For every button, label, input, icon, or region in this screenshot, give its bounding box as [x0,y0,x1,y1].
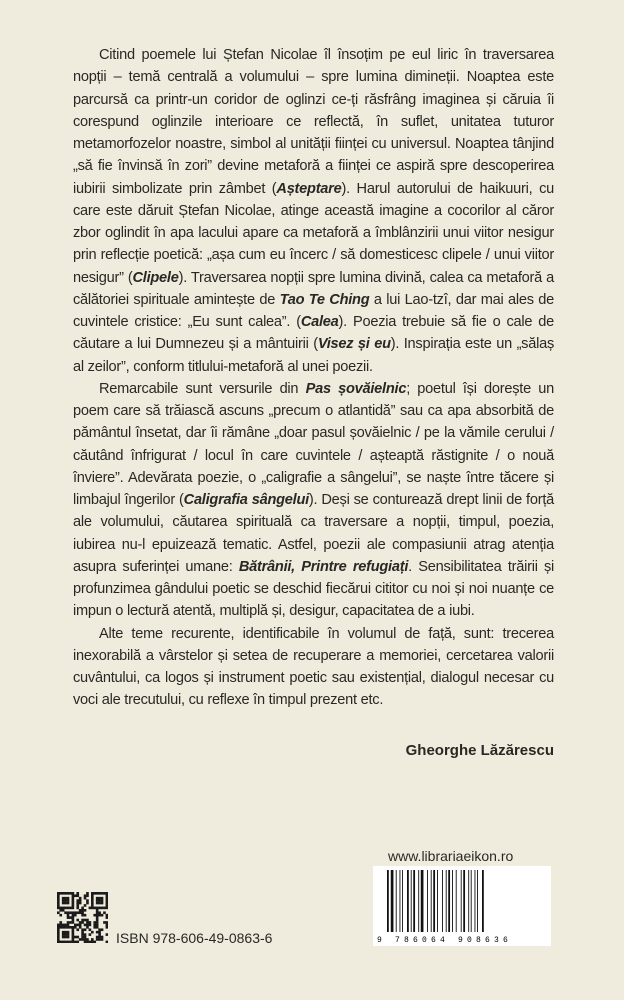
qr-module [106,921,108,924]
barcode-bar [391,870,394,932]
poem-title: Bătrânii, Printre refugiați [238,558,409,575]
text-run: ). Traversarea nopții spre lumina divină, calea ca metaforă a călătoriei spirituale amintește de [73,269,554,308]
qr-module [86,919,89,922]
qr-module [62,941,65,943]
qr-module [89,924,92,927]
qr-module [96,897,99,900]
qr-module [91,938,94,941]
qr-module [62,924,65,927]
qr-module [76,936,79,939]
qr-module [76,928,79,931]
qr-module [96,919,99,922]
barcode-bar [463,870,465,932]
qr-module [72,899,75,902]
qr-module [96,914,99,917]
qr-module [76,911,79,914]
barcode-bars [373,866,551,946]
qr-module [67,902,70,905]
publisher-website: www.librariaeikon.ro [388,848,514,864]
text-run: ). Harul autorului de haikuuri, cu care este dăruit Ștefan Nicolae, atinge această imagine a cocorilor al căror zbor oglindit în apa lacului apare ca metaforă a îmblânzirii unui viitor nesigur prin reflecție poetică: „așa cum eu încerc / să domesticesc clipele / unui viitor nesigur” ( [73,180,554,286]
qr-module [84,933,87,936]
qr-module [103,907,106,910]
qr-module [59,914,62,917]
qr-module [81,933,84,936]
qr-module [72,941,75,943]
qr-module [106,897,108,900]
qr-module [62,936,65,939]
paragraph-1 [73,44,554,378]
qr-module [84,909,87,912]
qr-module [57,938,60,941]
qr-module [89,928,92,931]
qr-module [106,916,108,919]
qr-module [91,894,94,897]
qr-module [57,892,60,895]
qr-module [67,926,70,929]
qr-module [106,926,108,929]
poem-title: Așteptare [276,180,342,197]
qr-module [67,897,70,900]
qr-module [57,924,60,927]
qr-module [81,931,84,934]
barcode-digits: 9 786064 908636 [377,936,513,945]
qr-module [79,938,82,941]
qr-module [72,926,75,929]
qr-module [106,914,108,917]
barcode-bar [452,870,453,932]
barcode-bar [431,870,432,932]
qr-module [106,902,108,905]
qr-module [67,911,70,914]
qr-module [91,902,94,905]
qr-module [57,931,60,934]
barcode-bar [482,870,484,932]
qr-module [62,931,65,934]
qr-module [98,902,101,905]
qr-module [64,924,67,927]
qr-module [64,933,67,936]
qr-module [86,921,89,924]
qr-module [62,907,65,910]
qr-module [101,902,104,905]
qr-module [103,921,106,924]
qr-module [67,921,70,924]
author-signature: Gheorghe Lăzărescu [405,742,554,759]
qr-module [76,941,79,943]
qr-module [76,894,79,897]
back-cover-text [73,44,554,712]
qr-module [79,899,82,902]
isbn: ISBN 978-606-49-0863-6 [116,930,273,946]
qr-code [57,892,108,943]
barcode-bar [400,870,401,932]
text-run: ). Poezia trebuie să fie o cale de căutare a lui Dumnezeu și a mântuirii ( [73,314,554,353]
text-run: ; poetul își dorește un poem care să trăiască ascuns „precum o atlantidă” sau ca apa absorbită de pământul însetat, dar îi rămâne „doar pasul șovăielnic / pe la vămile cerului / căutând înfrigurat / locul în care cuvintele / așteaptă răstignite / o nouă înviere”. Adevărata poezie, o „caligrafie a sângelui”, se naște între tăcere și limbajul îngerilor ( [73,380,554,508]
qr-module [57,941,60,943]
qr-module [84,897,87,900]
qr-module [57,899,60,902]
qr-module [76,899,79,902]
qr-module [81,914,84,917]
barcode-bar [456,870,457,932]
qr-module [72,897,75,900]
qr-module [84,914,87,917]
qr-module [69,926,72,929]
qr-module [91,904,94,907]
qr-module [91,941,94,943]
qr-module [62,899,65,902]
qr-module [76,919,79,922]
barcode-bar [407,870,409,932]
barcode-bar [448,870,450,932]
barcode [373,866,551,946]
barcode-bar [411,870,412,932]
qr-module [64,902,67,905]
qr-module [76,902,79,905]
qr-module [106,907,108,910]
qr-module [59,941,62,943]
qr-module [72,911,75,914]
qr-module [64,926,67,929]
qr-module [98,933,101,936]
qr-module [106,941,108,943]
qr-module [98,936,101,939]
qr-module [76,892,79,895]
qr-module [59,892,62,895]
qr-module [81,909,84,912]
qr-module [64,911,67,914]
qr-module [74,941,77,943]
text-run: . Sensibilitatea trăirii și profunzimea gândului poetic se deschid fiecărui cititor cu noi și noi nuanțe ce impun o lectură atentă, multiplă și, desigur, capacitatea de a iubi. [73,558,555,620]
qr-module [72,938,75,941]
qr-module [98,928,101,931]
qr-module [69,907,72,910]
qr-module [106,899,108,902]
qr-module [64,907,67,910]
text-run: ). Deși se conturează drept linii de forță ale volumului, căutarea spirituală ca traversare a nopții, timpul, poezia, iubirea nu-l epuizează tematic. Astfel, poezii ale compasiunii atrag atenția asupra suferinței umane: [73,492,555,575]
qr-module [93,941,96,943]
qr-module [64,931,67,934]
qr-module [79,911,82,914]
qr-module [106,904,108,907]
text-run: a lui Lao-tzî, dar mai ales de cuvintele cristice: „Eu sunt calea”. ( [73,291,554,330]
qr-module [74,911,77,914]
barcode-bar [475,870,476,932]
qr-module [96,892,99,895]
qr-module [101,938,104,941]
qr-module [89,933,92,936]
qr-module [57,926,60,929]
barcode-bar [387,870,389,932]
qr-module [72,902,75,905]
qr-module [72,904,75,907]
qr-module [86,899,89,902]
qr-module [69,916,72,919]
qr-module [93,921,96,924]
qr-module [72,933,75,936]
qr-module [84,928,87,931]
qr-module [79,924,82,927]
qr-module [98,907,101,910]
text-run: Citind poemele lui Ștefan Nicolae îl însoțim pe eul liric în traversarea nopții – temă centrală a volumului – spre lumina dimineții. Noaptea este parcursă ca printr-un coridor de oglinzi ce-ți răsfrâng imaginea și căruia îi corespund oglinzile interioare ce reflectă, în suflet, unitatea tuturor metamorfozelor noastre, simbol al unității ființei cu universul. Noaptea tânjind „să fie învinsă în zori” devine metaforă a ființei ce aspiră spre descoperirea iubirii simbolizate prin zâmbet ( [73,47,554,197]
qr-module [81,907,84,910]
qr-module [72,919,75,922]
qr-module [67,907,70,910]
poem-title: Clipele [132,269,179,286]
qr-module [67,924,70,927]
qr-module [91,899,94,902]
qr-module [98,911,101,914]
qr-module [86,892,89,895]
qr-module [96,938,99,941]
qr-module [62,933,65,936]
qr-code-icon [57,892,108,943]
qr-module [101,897,104,900]
qr-module [59,921,62,924]
qr-module [96,909,99,912]
qr-module [96,926,99,929]
qr-module [76,904,79,907]
text-run: Remarcabile sunt versurile din [99,380,306,397]
qr-module [91,892,94,895]
qr-module [103,892,106,895]
qr-module [101,907,104,910]
qr-module [93,924,96,927]
qr-module [67,931,70,934]
qr-module [84,936,87,939]
text-run: ). Inspirația este un „sălaș al zeilor”, conform titlului-metaforă al unei poezii. [73,336,554,375]
qr-module [74,924,77,927]
qr-module [101,899,104,902]
poem-title: Calea [300,314,339,330]
qr-module [57,897,60,900]
qr-module [96,921,99,924]
qr-module [101,928,104,931]
qr-module [103,911,106,914]
qr-module [91,931,94,934]
qr-module [89,907,92,910]
qr-module [67,916,70,919]
barcode-bar [402,870,403,932]
qr-module [72,921,75,924]
barcode-bar [433,870,435,932]
qr-module [79,902,82,905]
qr-module [98,914,101,917]
qr-module [64,941,67,943]
qr-module [74,926,77,929]
qr-module [79,926,82,929]
qr-module [98,897,101,900]
qr-module [96,911,99,914]
qr-module [98,892,101,895]
qr-module [62,897,65,900]
qr-module [74,936,77,939]
qr-module [93,914,96,917]
qr-module [93,907,96,910]
qr-module [101,914,104,917]
qr-module [101,936,104,939]
barcode-bar [442,870,443,932]
qr-module [106,894,108,897]
barcode-bar [468,870,469,932]
qr-module [57,936,60,939]
qr-module [96,924,99,927]
qr-module [106,924,108,927]
qr-module [72,914,75,917]
qr-module [91,897,94,900]
qr-module [72,916,75,919]
qr-module [57,928,60,931]
qr-module [67,936,70,939]
qr-module [62,926,65,929]
qr-module [67,914,70,917]
poem-title: Visez și eu [317,336,391,353]
qr-module [86,941,89,943]
qr-module [72,892,75,895]
qr-module [98,938,101,941]
qr-module [72,928,75,931]
qr-module [81,919,84,922]
qr-module [57,902,60,905]
paragraph-2 [73,378,554,623]
qr-module [67,899,70,902]
qr-module [84,894,87,897]
qr-module [96,931,99,934]
qr-module [74,914,77,917]
barcode-bar [418,870,419,932]
qr-module [64,899,67,902]
poem-title: Tao Te Ching [279,291,370,308]
poem-title: Caligrafia sângelui [183,492,309,508]
qr-module [98,931,101,934]
qr-module [72,936,75,939]
qr-module [91,907,94,910]
qr-module [81,936,84,939]
qr-module [106,892,108,895]
barcode-bar [471,870,472,932]
qr-module [59,907,62,910]
qr-module [96,899,99,902]
qr-module [62,892,65,895]
qr-module [101,892,104,895]
qr-module [67,941,70,943]
qr-module [89,941,92,943]
qr-module [84,938,87,941]
qr-module [64,936,67,939]
qr-module [79,897,82,900]
barcode-bar [396,870,397,932]
qr-module [86,938,89,941]
qr-module [79,909,82,912]
qr-module [96,902,99,905]
qr-module [93,892,96,895]
qr-module [86,902,89,905]
qr-module [81,911,84,914]
qr-module [64,897,67,900]
qr-module [57,933,60,936]
qr-module [57,894,60,897]
poem-title: Pas șovăielnic [305,380,407,397]
qr-module [57,907,60,910]
qr-module [69,941,72,943]
qr-module [86,926,89,929]
qr-module [84,924,87,927]
barcode-bar [427,870,428,932]
qr-module [93,926,96,929]
barcode-bar [421,870,424,932]
qr-module [57,904,60,907]
barcode-bar [461,870,462,932]
qr-module [84,941,87,943]
qr-module [72,894,75,897]
qr-module [62,909,65,912]
qr-module [86,894,89,897]
qr-module [96,907,99,910]
qr-module [89,921,92,924]
barcode-bar [413,870,415,932]
qr-module [81,921,84,924]
qr-module [69,911,72,914]
barcode-bar [477,870,478,932]
text-run: Alte teme recurente, identificabile în volumul de față, sunt: trecerea inexorabilă a vârstelor și setea de recuperare a memoriei, cercetarea valorii cuvântului, ca logos și instrument poetic sau existențial, dialogul necesar cu voci ale trecutului, cu reflexe în timpul prezent etc. [73,625,554,709]
qr-module [84,904,87,907]
qr-module [96,936,99,939]
qr-module [67,933,70,936]
qr-module [81,938,84,941]
qr-module [59,926,62,929]
qr-module [76,907,79,910]
qr-module [72,907,75,910]
qr-module [74,894,77,897]
barcode-bar [446,870,447,932]
qr-module [59,924,62,927]
paragraph-3 [73,623,554,712]
qr-module [81,928,84,931]
qr-module [79,921,82,924]
barcode-bar [437,870,438,932]
qr-module [64,892,67,895]
qr-module [98,899,101,902]
qr-module [84,919,87,922]
qr-module [106,933,108,936]
qr-module [76,924,79,927]
qr-module [72,931,75,934]
qr-module [57,911,60,914]
qr-module [67,892,70,895]
qr-module [59,909,62,912]
qr-module [69,921,72,924]
qr-module [62,902,65,905]
qr-module [96,916,99,919]
qr-module [69,892,72,895]
qr-module [86,924,89,927]
